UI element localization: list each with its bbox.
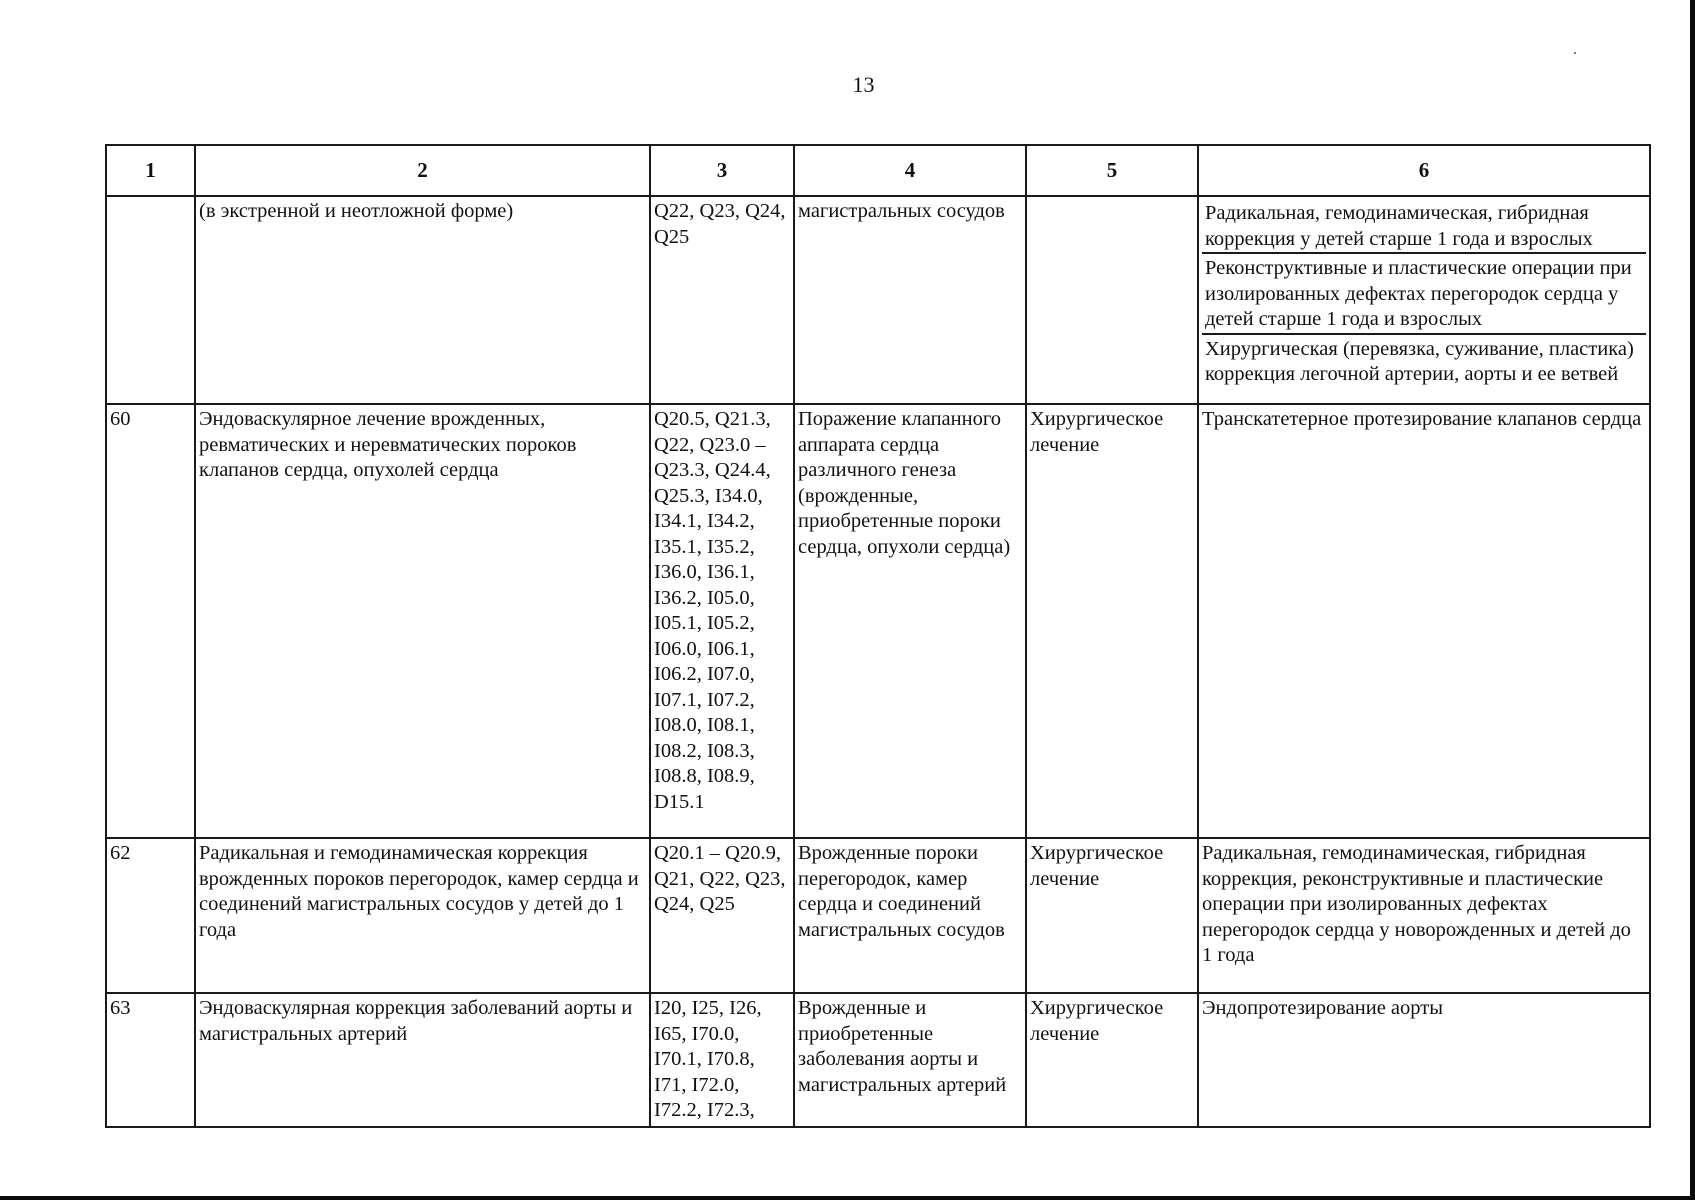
care-type-name: Радикальная и гемодинамическая коррекция врожденных пороков перегородок, камер сердца и соединений магистральных сосудов у детей до 1 года bbox=[195, 838, 650, 993]
column-header-1: 1 bbox=[106, 145, 195, 196]
patient-model: Врожденные и приобретенные заболевания аорты и магистральных артерий bbox=[794, 993, 1026, 1127]
patient-model: магистральных сосудов bbox=[794, 196, 1026, 404]
treatment-method: Реконструктивные и пластические операции при изолированных дефектах перегородок сердца у детей старше 1 года и взрослых bbox=[1202, 254, 1646, 335]
icd-codes: Q22, Q23, Q24, Q25 bbox=[650, 196, 794, 404]
treatment-method: Транскатетерное протезирование клапанов сердца bbox=[1198, 404, 1650, 838]
procedures-table bbox=[105, 144, 1651, 1128]
column-header-6: 6 bbox=[1198, 145, 1650, 196]
row-number: 63 bbox=[106, 993, 195, 1127]
treatment-methods bbox=[1198, 196, 1650, 404]
scan-artifact bbox=[1574, 52, 1576, 54]
page-number: 13 bbox=[852, 72, 875, 97]
treatment-type: Хирургическое лечение bbox=[1026, 993, 1198, 1127]
treatment-method: Хирургическая (перевязка, суживание, пластика) коррекция легочной артерии, аорты и ее ветвей bbox=[1205, 337, 1634, 385]
table-row bbox=[106, 838, 1650, 993]
treatment-type: Хирургическое лечение bbox=[1026, 838, 1198, 993]
table-row bbox=[106, 196, 1650, 404]
care-type-name: (в экстренной и неотложной форме) bbox=[195, 196, 650, 404]
row-number bbox=[106, 196, 195, 404]
row-number: 60 bbox=[106, 404, 195, 838]
icd-codes: Q20.1 – Q20.9, Q21, Q22, Q23, Q24, Q25 bbox=[650, 838, 794, 993]
care-type-name: Эндоваскулярное лечение врожденных, ревматических и неревматических пороков клапанов сердца, опухолей сердца bbox=[195, 404, 650, 838]
column-header-3: 3 bbox=[650, 145, 794, 196]
column-header-2: 2 bbox=[195, 145, 650, 196]
icd-codes: Q20.5, Q21.3, Q22, Q23.0 – Q23.3, Q24.4, Q25.3, I34.0, I34.1, I34.2, I35.1, I35.2, I36.0, I36.1, I36.2, I05.0, I05.1, I05.2, I06.0, I06.1, I06.2, I07.0, I07.1, I07.2, I08.0, I08.1, I08.2, I08.3, I08.8, I08.9, D15.1 bbox=[650, 404, 794, 838]
icd-codes: I20, I25, I26, I65, I70.0, I70.1, I70.8, I71, I72.0, I72.2, I72.3, bbox=[650, 993, 794, 1127]
patient-model: Поражение клапанного аппарата сердца различного генеза (врожденные, приобретенные пороки сердца, опухоли сердца) bbox=[794, 404, 1026, 838]
treatment-type: Хирургическое лечение bbox=[1026, 404, 1198, 838]
treatment-method: Радикальная, гемодинамическая, гибридная коррекция, реконструктивные и пластические операции при изолированных дефектах перегородок сердца у новорожденных и детей до 1 года bbox=[1198, 838, 1650, 993]
treatment-method: Радикальная, гемодинамическая, гибридная коррекция у детей старше 1 года и взрослых bbox=[1202, 199, 1646, 254]
care-type-name: Эндоваскулярная коррекция заболеваний аорты и магистральных артерий bbox=[195, 993, 650, 1127]
table-row bbox=[106, 993, 1650, 1127]
treatment-type bbox=[1026, 196, 1198, 404]
row-number: 62 bbox=[106, 838, 195, 993]
column-header-4: 4 bbox=[794, 145, 1026, 196]
table-row bbox=[106, 404, 1650, 838]
treatment-method: Эндопротезирование аорты bbox=[1198, 993, 1650, 1127]
table-header-row bbox=[106, 145, 1650, 196]
patient-model: Врожденные пороки перегородок, камер сердца и соединений магистральных сосудов bbox=[794, 838, 1026, 993]
column-header-5: 5 bbox=[1026, 145, 1198, 196]
